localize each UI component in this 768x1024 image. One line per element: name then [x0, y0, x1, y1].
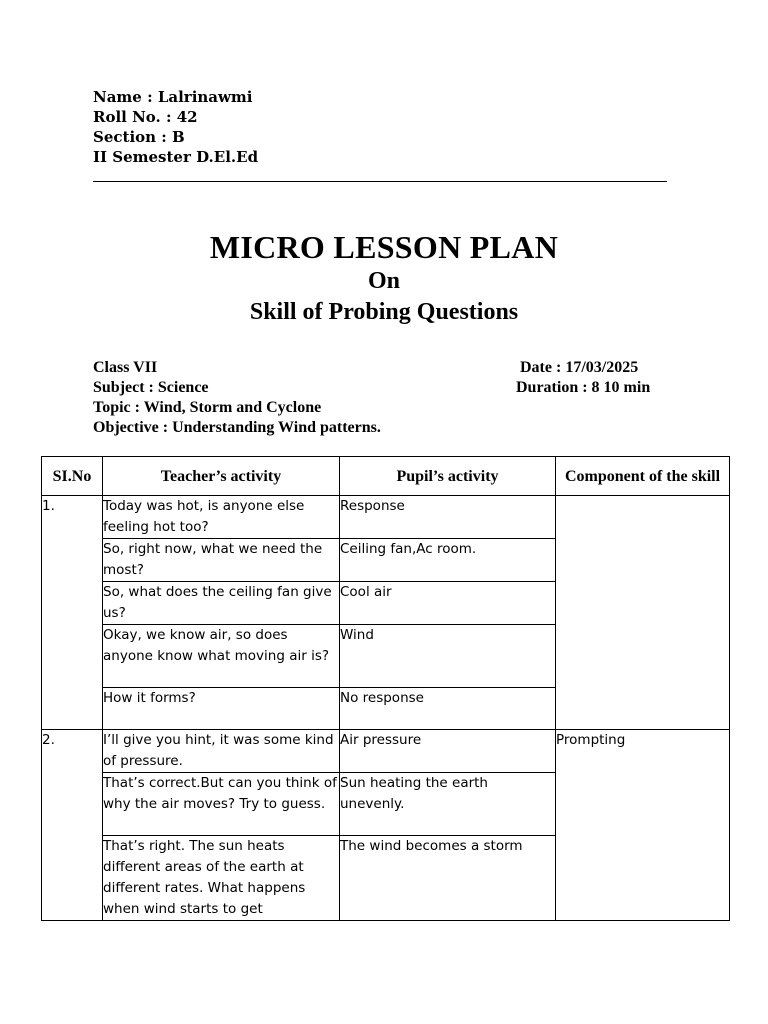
sl-number: 2.: [42, 730, 103, 921]
pupil-activity: Air pressure: [340, 730, 556, 773]
table-row: [42, 730, 730, 773]
pupil-activity: Cool air: [340, 582, 556, 625]
skill-component: Prompting: [556, 730, 730, 921]
duration-label: Duration : 8 10 min: [516, 379, 651, 396]
pupil-activity: Wind: [340, 625, 556, 688]
date-label: Date : 17/03/2025: [520, 359, 639, 376]
header-sl-no: SI.No: [42, 457, 103, 496]
teacher-activity: That’s correct.But can you think of why the air moves? Try to guess.: [103, 773, 340, 836]
teacher-activity: So, what does the ceiling fan give us?: [103, 582, 340, 625]
teacher-activity: How it forms?: [103, 688, 340, 730]
document-title: MICRO LESSON PLAN: [209, 229, 559, 265]
teacher-activity: Today was hot, is anyone else feeling hot too?: [103, 496, 340, 539]
section: Section : B: [93, 128, 185, 146]
skill-component: [556, 496, 730, 730]
header-teacher-activity: Teacher’s activity: [103, 457, 340, 496]
pupil-activity: Sun heating the earth unevenly.: [340, 773, 556, 836]
header-divider: [93, 181, 667, 182]
pupil-activity: No response: [340, 688, 556, 730]
table-header-row: [42, 457, 730, 496]
teacher-activity: Okay, we know air, so does anyone know what moving air is?: [103, 625, 340, 688]
roll-number: Roll No. : 42: [93, 108, 198, 126]
title-on: On: [367, 268, 400, 294]
pupil-activity: Response: [340, 496, 556, 539]
teacher-activity: I’ll give you hint, it was some kind of pressure.: [103, 730, 340, 773]
lesson-meta-right: [516, 358, 650, 398]
teacher-activity: So, right now, what we need the most?: [103, 539, 340, 582]
lesson-plan-table: [41, 456, 730, 921]
skill-title: Skill of Probing Questions: [249, 299, 519, 325]
student-info: [93, 87, 258, 167]
sl-number: 1.: [42, 496, 103, 730]
pupil-activity: The wind becomes a storm: [340, 836, 556, 921]
semester: II Semester D.El.Ed: [93, 148, 259, 166]
student-name: Name : Lalrinawmi: [93, 88, 253, 106]
header-component: Component of the skill: [556, 457, 730, 496]
class-label: Class VII: [93, 359, 158, 376]
lesson-meta-left: [93, 358, 381, 438]
objective-label: Objective : Understanding Wind patterns.: [93, 419, 381, 436]
subject-label: Subject : Science: [93, 379, 209, 396]
topic-label: Topic : Wind, Storm and Cyclone: [93, 399, 322, 416]
teacher-activity: That’s right. The sun heats different areas of the earth at different rates. What happens when wind starts to get: [103, 836, 340, 921]
header-pupil-activity: Pupil’s activity: [340, 457, 556, 496]
table-row: [42, 496, 730, 539]
pupil-activity: Ceiling fan,Ac room.: [340, 539, 556, 582]
